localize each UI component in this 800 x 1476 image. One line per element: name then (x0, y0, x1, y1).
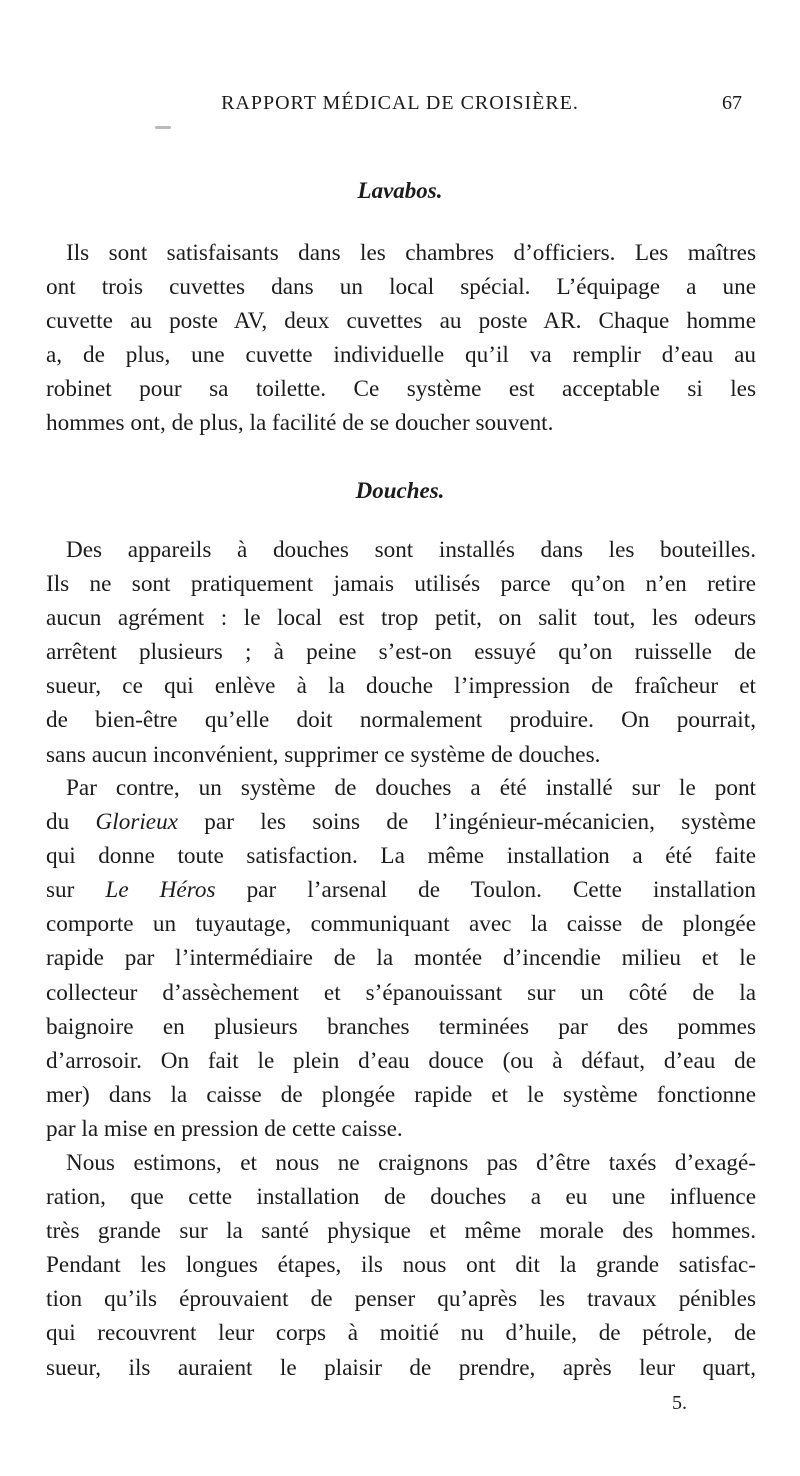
text-line: tion qu’ils éprouvaient de penser qu’après les travaux pénibles (46, 1286, 756, 1313)
text-line: de bien-être qu’elle doit normalement produire. On pourrait, (46, 707, 756, 734)
text-line: a, de plus, une cuvette individuelle qu’il va remplir d’eau au (46, 342, 756, 369)
ship-name-glorieux: Glorieux (95, 809, 178, 836)
ship-name-le-heros: Le Héros (105, 877, 216, 904)
text-line: très grande sur la santé physique et même morale des hommes. (46, 1218, 756, 1245)
signature-mark: 5. (672, 1392, 687, 1414)
text-line: arrêtent plusieurs ; à peine s’est-on essuyé qu’on ruisselle de (46, 639, 756, 666)
text-line: qui donne toute satisfaction. La même installation a été faite (46, 843, 756, 870)
heading-douches: Douches. (355, 478, 445, 503)
text-line: qui recouvrent leur corps à moitié nu d’huile, de pétrole, de (46, 1320, 756, 1347)
ink-smudge (155, 126, 171, 129)
text-fragment: sur (46, 877, 106, 904)
text-line: Des appareils à douches sont installés dans les bouteilles. (66, 537, 756, 563)
text-line: rapide par l’intermédiaire de la montée d’incendie milieu et le (46, 945, 756, 972)
text-line: sans aucun inconvénient, supprimer ce système de douches. (46, 741, 601, 768)
text-line: Pendant les longues étapes, ils nous ont dit la grande satisfac- (46, 1252, 756, 1279)
text-fragment: du (46, 809, 96, 836)
text-line: Nous estimons, et nous ne craignons pas d’être taxés d’exagé- (66, 1150, 756, 1176)
text-line: d’arrosoir. On fait le plein d’eau douce (ou à défaut, d’eau de (46, 1047, 756, 1074)
paragraph-lavabos (46, 236, 756, 441)
text-line: aucun agrément : le local est trop petit, on salit tout, les odeurs (46, 605, 756, 632)
page-number: 67 (722, 92, 742, 114)
text-line: robinet pour sa toilette. Ce système est acceptable si les (46, 376, 756, 403)
heading-lavabos: Lavabos. (357, 178, 443, 203)
text-line (46, 805, 756, 839)
paragraph-douches-1 (46, 533, 756, 772)
text-line: comporte un tuyautage, communiquant avec la caisse de plongée (46, 911, 756, 938)
text-line: sueur, ce qui enlève à la douche l’impression de fraîcheur et (46, 673, 756, 700)
running-title: RAPPORT MÉDICAL DE CROISIÈRE. (221, 92, 579, 114)
text-line: collecteur d’assèchement et s’épanouissant sur un côté de la (46, 979, 756, 1006)
text-line: Par contre, un système de douches a été installé sur le pont (66, 775, 756, 801)
text-line: ration, que cette installation de douches a eu une influence (46, 1184, 756, 1211)
text-line: sueur, ils auraient le plaisir de prendre, après leur quart, (46, 1354, 756, 1381)
text-line: Ils sont satisfaisants dans les chambres d’officiers. Les maîtres (66, 240, 756, 266)
text-line: mer) dans la caisse de plongée rapide et le système fonctionne (46, 1081, 756, 1108)
text-fragment: par l’arsenal de Toulon. Cette installation (215, 877, 756, 904)
text-line: baignoire en plusieurs branches terminées par des pommes (46, 1013, 756, 1040)
text-line (46, 873, 756, 907)
paragraph-douches-2 (46, 771, 756, 1146)
text-fragment: par les soins de l’ingénieur-mécanicien, système (177, 809, 756, 836)
text-line: Ils ne sont pratiquement jamais utilisés parce qu’on n’en retire (46, 571, 756, 598)
text-line: par la mise en pression de cette caisse. (46, 1115, 403, 1142)
paragraph-douches-3 (46, 1146, 756, 1385)
text-line: cuvette au poste AV, deux cuvettes au poste AR. Chaque homme (46, 308, 756, 335)
text-line: ont trois cuvettes dans un local spécial. L’équipage a une (46, 274, 756, 301)
text-line: hommes ont, de plus, la facilité de se doucher souvent. (46, 410, 554, 437)
